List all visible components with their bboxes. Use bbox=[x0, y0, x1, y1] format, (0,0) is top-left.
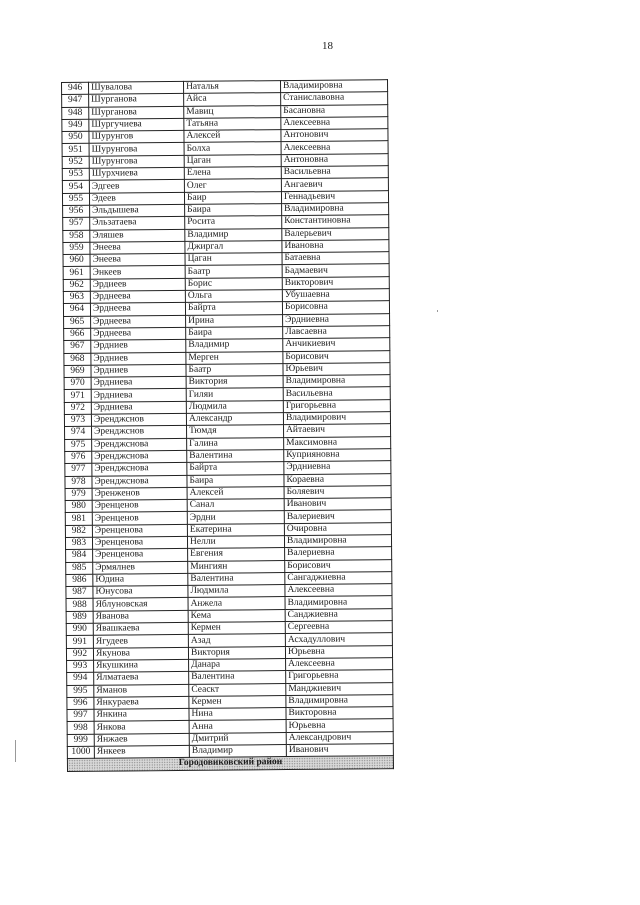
patronymic-cell: Алексеевна bbox=[281, 141, 388, 154]
patronymic-cell: Ангаевич bbox=[281, 178, 388, 191]
last-name-cell: Эдеев bbox=[89, 192, 184, 205]
last-name-cell: Эренценова bbox=[92, 524, 187, 537]
row-number: 978 bbox=[65, 476, 92, 489]
first-name-cell: Алексей bbox=[187, 486, 284, 499]
patronymic-cell: Сергеевна bbox=[285, 621, 392, 634]
patronymic-cell: Ивановна bbox=[282, 240, 389, 253]
last-name-cell: Якунова bbox=[93, 647, 188, 660]
patronymic-cell: Юрьевич bbox=[283, 362, 390, 375]
row-number: 959 bbox=[63, 242, 90, 255]
first-name-cell: Мингиян bbox=[188, 560, 285, 573]
last-name-cell: Эрдниев bbox=[91, 340, 186, 353]
first-name-cell: Кема bbox=[188, 609, 285, 622]
row-number: 977 bbox=[65, 463, 92, 476]
last-name-cell: Эрднеева bbox=[90, 290, 185, 303]
first-name-cell: Борис bbox=[185, 277, 282, 290]
row-number: 992 bbox=[66, 648, 93, 661]
patronymic-cell: Викторовна bbox=[286, 707, 393, 720]
patronymic-cell: Владимировна bbox=[280, 80, 387, 93]
last-name-cell: Эрдниева bbox=[91, 401, 186, 414]
first-name-cell: Болха bbox=[184, 142, 281, 155]
row-number: 946 bbox=[62, 82, 89, 95]
patronymic-cell: Алексеевна bbox=[286, 658, 393, 671]
last-name-cell: Яблуновская bbox=[93, 598, 188, 611]
district-label: Городовиковский район bbox=[67, 756, 393, 771]
row-number: 996 bbox=[67, 697, 94, 710]
first-name-cell: Мерген bbox=[186, 351, 283, 364]
row-number: 998 bbox=[67, 722, 94, 735]
first-name-cell: Наталья bbox=[183, 81, 280, 94]
last-name-cell: Эренджснова bbox=[92, 438, 187, 451]
first-name-cell: Олег bbox=[184, 179, 281, 192]
last-name-cell: Эренценова bbox=[93, 549, 188, 562]
last-name-cell: Эренджснов bbox=[91, 413, 186, 426]
voter-register-table bbox=[61, 79, 394, 771]
register-body bbox=[62, 80, 394, 759]
patronymic-cell: Валериевна bbox=[285, 547, 392, 560]
first-name-cell: Кермен bbox=[189, 695, 286, 708]
first-name-cell: Баатр bbox=[186, 363, 283, 376]
scan-speck bbox=[437, 310, 438, 312]
patronymic-cell: Константиновна bbox=[282, 215, 389, 228]
patronymic-cell: Кораевна bbox=[284, 473, 391, 486]
row-number: 970 bbox=[64, 377, 91, 390]
last-name-cell: Янкеев bbox=[94, 745, 189, 758]
first-name-cell: Баира bbox=[185, 204, 282, 217]
patronymic-cell: Максимовна bbox=[284, 436, 391, 449]
row-number: 955 bbox=[62, 193, 89, 206]
row-number: 974 bbox=[65, 427, 92, 440]
patronymic-cell: Эрдниевна bbox=[284, 461, 391, 474]
patronymic-cell: Васильевна bbox=[283, 387, 390, 400]
last-name-cell: Шурунгова bbox=[89, 155, 184, 168]
district-section-row bbox=[67, 756, 393, 771]
patronymic-cell: Лавсаевна bbox=[283, 326, 390, 339]
row-number: 956 bbox=[63, 205, 90, 218]
first-name-cell: Владимир bbox=[186, 339, 283, 352]
row-number: 968 bbox=[64, 353, 91, 366]
row-number: 964 bbox=[63, 304, 90, 317]
last-name-cell: Ягудеев bbox=[93, 635, 188, 648]
last-name-cell: Эрдниева bbox=[91, 377, 186, 390]
patronymic-cell: Сангаджиевна bbox=[285, 572, 392, 585]
patronymic-cell: Юрьевна bbox=[286, 719, 393, 732]
patronymic-cell: Бадмаевич bbox=[282, 264, 389, 277]
row-number: 963 bbox=[63, 291, 90, 304]
row-number: 975 bbox=[65, 439, 92, 452]
last-name-cell: Эренджснова bbox=[92, 463, 187, 476]
last-name-cell: Эляшев bbox=[90, 229, 185, 242]
first-name-cell: Джиргал bbox=[185, 240, 282, 253]
row-number: 957 bbox=[63, 218, 90, 231]
patronymic-cell: Очировна bbox=[284, 522, 391, 535]
last-name-cell: Шургучиева bbox=[89, 118, 184, 131]
first-name-cell: Тюмдя bbox=[187, 425, 284, 438]
row-number: 1000 bbox=[67, 746, 94, 759]
first-name-cell: Анжела bbox=[188, 597, 285, 610]
patronymic-cell: Геннадьевич bbox=[281, 190, 388, 203]
patronymic-cell: Владимировна bbox=[286, 694, 393, 707]
patronymic-cell: Санджиевна bbox=[285, 608, 392, 621]
patronymic-cell: Григорьевна bbox=[283, 399, 390, 412]
row-number: 989 bbox=[66, 611, 93, 624]
first-name-cell: Ольга bbox=[185, 290, 282, 303]
row-number: 949 bbox=[62, 119, 89, 132]
patronymic-cell: Григорьевна bbox=[286, 670, 393, 683]
row-number: 985 bbox=[66, 562, 93, 575]
last-name-cell: Шурганова bbox=[89, 94, 184, 107]
row-number: 993 bbox=[67, 660, 94, 673]
last-name-cell: Юдина bbox=[93, 573, 188, 586]
first-name-cell: Эрдни bbox=[187, 511, 284, 524]
row-number: 958 bbox=[63, 230, 90, 243]
last-name-cell: Шувалова bbox=[89, 81, 184, 94]
patronymic-cell: Иванович bbox=[286, 744, 393, 757]
patronymic-cell: Боляевич bbox=[284, 485, 391, 498]
last-name-cell: Шурхчиева bbox=[89, 168, 184, 181]
first-name-cell: Данара bbox=[189, 659, 286, 672]
row-number: 971 bbox=[64, 390, 91, 403]
row-number: 983 bbox=[65, 537, 92, 550]
row-number: 962 bbox=[63, 279, 90, 292]
patronymic-cell: Алексеевна bbox=[281, 117, 388, 130]
patronymic-cell: Убушаевна bbox=[282, 289, 389, 302]
first-name-cell: Баир bbox=[184, 191, 281, 204]
row-number: 991 bbox=[66, 636, 93, 649]
first-name-cell: Цаган bbox=[185, 253, 282, 266]
first-name-cell: Цаган bbox=[184, 154, 281, 167]
row-number: 969 bbox=[64, 365, 91, 378]
patronymic-cell: Борисович bbox=[285, 559, 392, 572]
row-number: 981 bbox=[65, 513, 92, 526]
last-name-cell: Эренджснова bbox=[92, 450, 187, 463]
first-name-cell: Людмила bbox=[186, 400, 283, 413]
first-name-cell: Гиляи bbox=[186, 388, 283, 401]
row-number: 972 bbox=[64, 402, 91, 415]
first-name-cell: Нина bbox=[189, 708, 286, 721]
first-name-cell: Байрта bbox=[185, 302, 282, 315]
patronymic-cell: Куприяновна bbox=[284, 449, 391, 462]
patronymic-cell: Александрович bbox=[286, 731, 393, 744]
patronymic-cell: Батаевна bbox=[282, 252, 389, 265]
first-name-cell: Владимир bbox=[189, 745, 286, 758]
row-number: 952 bbox=[62, 156, 89, 169]
last-name-cell: Шурунгова bbox=[89, 143, 184, 156]
last-name-cell: Янжаев bbox=[94, 733, 189, 746]
row-number: 994 bbox=[67, 672, 94, 685]
patronymic-cell: Юрьевна bbox=[285, 645, 392, 658]
row-number: 982 bbox=[65, 525, 92, 538]
row-number: 951 bbox=[62, 144, 89, 157]
patronymic-cell: Борисовна bbox=[282, 301, 389, 314]
first-name-cell: Санал bbox=[187, 499, 284, 512]
last-name-cell: Эрдниев bbox=[91, 364, 186, 377]
first-name-cell: Баира bbox=[187, 474, 284, 487]
last-name-cell: Энеева bbox=[90, 241, 185, 254]
first-name-cell: Галина bbox=[187, 437, 284, 450]
row-number: 967 bbox=[64, 340, 91, 353]
patronymic-cell: Васильевна bbox=[281, 166, 388, 179]
row-number: 988 bbox=[66, 599, 93, 612]
patronymic-cell: Станиславовна bbox=[281, 92, 388, 105]
last-name-cell: Эльзатаева bbox=[90, 217, 185, 230]
last-name-cell: Эренценов bbox=[92, 512, 187, 525]
patronymic-cell: Валерьевич bbox=[282, 227, 389, 240]
row-number: 984 bbox=[66, 550, 93, 563]
first-name-cell: Елена bbox=[184, 167, 281, 180]
row-number: 961 bbox=[63, 267, 90, 280]
scan-speck bbox=[15, 740, 16, 762]
first-name-cell: Азад bbox=[188, 634, 285, 647]
patronymic-cell: Алексеевна bbox=[285, 584, 392, 597]
last-name-cell: Эрмялнев bbox=[93, 561, 188, 574]
first-name-cell: Алексей bbox=[184, 130, 281, 143]
patronymic-cell: Айтаевич bbox=[284, 424, 391, 437]
last-name-cell: Эдгеев bbox=[89, 180, 184, 193]
row-number: 997 bbox=[67, 709, 94, 722]
last-name-cell: Янкураева bbox=[94, 696, 189, 709]
first-name-cell: Александр bbox=[186, 413, 283, 426]
first-name-cell: Виктория bbox=[186, 376, 283, 389]
row-number: 986 bbox=[66, 574, 93, 587]
row-number: 980 bbox=[65, 500, 92, 513]
first-name-cell: Дмитрий bbox=[189, 732, 286, 745]
first-name-cell: Анна bbox=[189, 720, 286, 733]
last-name-cell: Янкина bbox=[94, 709, 189, 722]
patronymic-cell: Антоновна bbox=[281, 153, 388, 166]
last-name-cell: Явашкаева bbox=[93, 622, 188, 635]
first-name-cell: Нелли bbox=[187, 536, 284, 549]
last-name-cell: Эренженов bbox=[92, 487, 187, 500]
row-number: 954 bbox=[62, 181, 89, 194]
last-name-cell: Шурунгов bbox=[89, 131, 184, 144]
last-name-cell: Шурганова bbox=[89, 106, 184, 119]
first-name-cell: Валентина bbox=[187, 449, 284, 462]
last-name-cell: Яванова bbox=[93, 610, 188, 623]
row-number: 965 bbox=[64, 316, 91, 329]
patronymic-cell: Асхадуллович bbox=[285, 633, 392, 646]
patronymic-cell: Басановна bbox=[281, 104, 388, 117]
last-name-cell: Эренджснова bbox=[92, 475, 187, 488]
last-name-cell: Яманов bbox=[94, 684, 189, 697]
last-name-cell: Эльдышева bbox=[90, 204, 185, 217]
last-name-cell: Янкова bbox=[94, 721, 189, 734]
patronymic-cell: Владимировна bbox=[283, 375, 390, 388]
row-number: 948 bbox=[62, 107, 89, 120]
patronymic-cell: Владимировна bbox=[285, 596, 392, 609]
row-number: 979 bbox=[65, 488, 92, 501]
first-name-cell: Виктория bbox=[188, 646, 285, 659]
patronymic-cell: Антонович bbox=[281, 129, 388, 142]
first-name-cell: Кермен bbox=[188, 622, 285, 635]
last-name-cell: Эрдниева bbox=[91, 389, 186, 402]
last-name-cell: Юнусова bbox=[93, 586, 188, 599]
first-name-cell: Людмила bbox=[188, 585, 285, 598]
first-name-cell: Сеаскт bbox=[189, 683, 286, 696]
last-name-cell: Эренценова bbox=[92, 536, 187, 549]
first-name-cell: Валентина bbox=[188, 572, 285, 585]
first-name-cell: Татьяна bbox=[184, 117, 281, 130]
row-number: 973 bbox=[64, 414, 91, 427]
last-name-cell: Энеева bbox=[90, 254, 185, 267]
last-name-cell: Эрдниев bbox=[91, 352, 186, 365]
last-name-cell: Эрдиеев bbox=[90, 278, 185, 291]
patronymic-cell: Эрдниевна bbox=[283, 313, 390, 326]
last-name-cell: Эрднеева bbox=[91, 327, 186, 340]
first-name-cell: Валентина bbox=[189, 671, 286, 684]
patronymic-cell: Борисович bbox=[283, 350, 390, 363]
page-number: 18 bbox=[322, 40, 333, 52]
first-name-cell: Байрта bbox=[187, 462, 284, 475]
row-number: 990 bbox=[66, 623, 93, 636]
row-number: 950 bbox=[62, 131, 89, 144]
row-number: 966 bbox=[64, 328, 91, 341]
first-name-cell: Евгения bbox=[188, 548, 285, 561]
row-number: 995 bbox=[67, 685, 94, 698]
patronymic-cell: Владимировна bbox=[282, 203, 389, 216]
first-name-cell: Екатерина bbox=[187, 523, 284, 536]
first-name-cell: Ирина bbox=[186, 314, 283, 327]
patronymic-cell: Валериевич bbox=[284, 510, 391, 523]
first-name-cell: Владимир bbox=[185, 228, 282, 241]
row-number: 953 bbox=[62, 168, 89, 181]
last-name-cell: Эренценов bbox=[92, 500, 187, 513]
first-name-cell: Баатр bbox=[185, 265, 282, 278]
first-name-cell: Мавиц bbox=[184, 105, 281, 118]
last-name-cell: Эренджснов bbox=[92, 426, 187, 439]
patronymic-cell: Владимировна bbox=[284, 535, 391, 548]
last-name-cell: Эрднеева bbox=[90, 303, 185, 316]
last-name-cell: Энкеев bbox=[90, 266, 185, 279]
row-number: 987 bbox=[66, 586, 93, 599]
patronymic-cell: Манджиевич bbox=[286, 682, 393, 695]
first-name-cell: Росита bbox=[185, 216, 282, 229]
last-name-cell: Ялматаева bbox=[94, 672, 189, 685]
patronymic-cell: Анчикиевич bbox=[283, 338, 390, 351]
row-number: 960 bbox=[63, 254, 90, 267]
first-name-cell: Айса bbox=[184, 93, 281, 106]
patronymic-cell: Викторович bbox=[282, 276, 389, 289]
last-name-cell: Эрднеева bbox=[91, 315, 186, 328]
last-name-cell: Якушкина bbox=[94, 659, 189, 672]
first-name-cell: Баира bbox=[186, 327, 283, 340]
row-number: 976 bbox=[65, 451, 92, 464]
patronymic-cell: Иванович bbox=[284, 498, 391, 511]
row-number: 999 bbox=[67, 734, 94, 747]
patronymic-cell: Владимирович bbox=[283, 412, 390, 425]
row-number: 947 bbox=[62, 95, 89, 108]
